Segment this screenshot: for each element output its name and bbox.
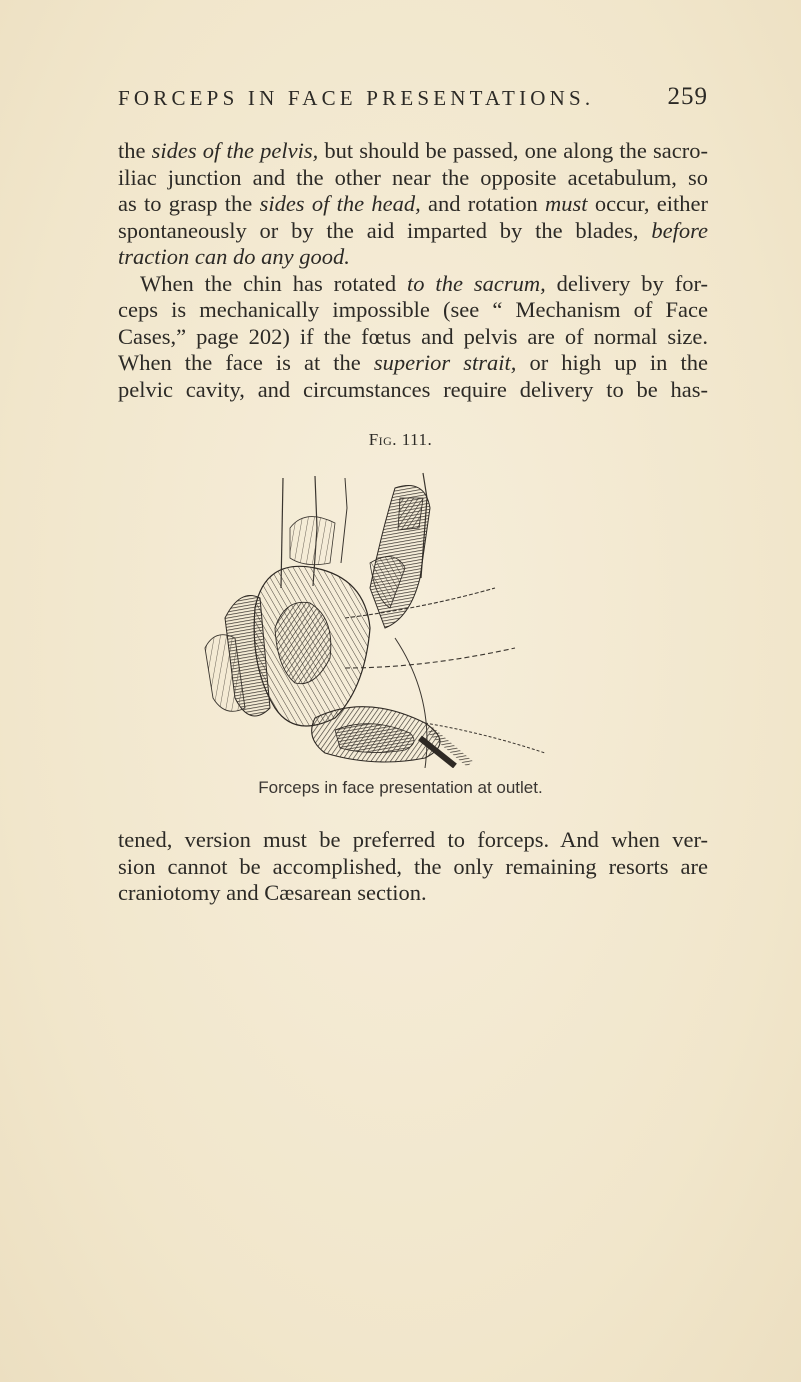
text-line: sion cannot be accomplished, the only remaining resorts are [118, 853, 708, 879]
emphasis: sides of the head, [259, 191, 421, 216]
figure-label: Fig. 111. [368, 430, 433, 449]
text-line: ceps is mechanically impossible (see “ Mechanism of Face [118, 297, 708, 322]
forceps-engraving [195, 468, 615, 768]
figure-illustration [195, 468, 615, 768]
running-head [118, 83, 708, 116]
text-line: as to grasp the sides of the head, and rotation must occur, either [118, 191, 708, 216]
emphasis: traction can do any good. [118, 244, 350, 269]
emphasis: before [651, 217, 708, 243]
text-line: the sides of the pelvis, but should be passed, one along the sacro- [118, 138, 708, 163]
paragraph-lower [118, 827, 708, 907]
figure-caption: Forceps in face presentation at outlet. [258, 778, 543, 797]
emphasis: superior strait, [373, 350, 517, 375]
text-line: craniotomy and Cæsarean section. [118, 880, 427, 905]
running-head-title: FORCEPS IN FACE PRESENTATIONS. [118, 86, 595, 110]
text-line: When the face is at the superior strait, or high up in the [118, 350, 708, 375]
emphasis: must [545, 191, 588, 216]
page-number: 259 [667, 83, 708, 110]
text-line: iliac junction and the other near the opposite acetabulum, so [118, 164, 708, 190]
text-line: When the chin has rotated to the sacrum, delivery by for- [140, 270, 708, 296]
text-line: tened, version must be preferred to forceps. And when ver- [118, 827, 708, 852]
text-line: pelvic cavity, and circumstances require delivery to be has- [118, 376, 708, 402]
text-line: Cases,” page 202) if the fœtus and pelvis are of normal size. [118, 323, 708, 349]
emphasis: to the sacrum, [407, 270, 546, 296]
emphasis: sides of the pelvis, [151, 138, 319, 163]
paragraph-upper [118, 138, 708, 403]
text-line [118, 244, 708, 271]
text-line: spontaneously or by the aid imparted by the blades, before [118, 217, 708, 243]
